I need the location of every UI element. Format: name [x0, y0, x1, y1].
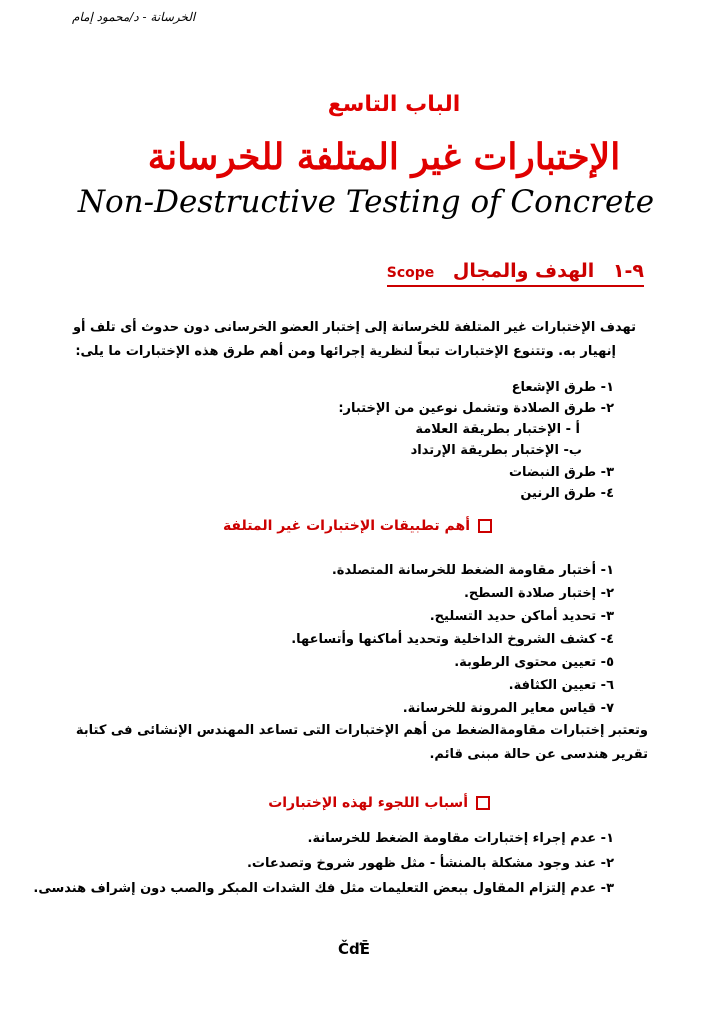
- reasons-heading-text: أسباب اللجوء لهذه الإختبارات: [268, 795, 468, 811]
- method-item: ٣- طرق النبضات: [508, 465, 614, 480]
- checkbox-bullet-icon: [476, 796, 490, 810]
- application-item: ٢- إختبار صلادة السطح.: [463, 586, 614, 601]
- section-title-arabic: الهدف والمجال: [452, 260, 595, 282]
- application-item: ٣- تحديد أماكن حديد التسليح.: [429, 609, 614, 624]
- applications-heading-text: أهم تطبيقات الإختبارات غير المتلفة: [222, 518, 470, 534]
- application-item: ٥- تعيين محتوى الرطوبة.: [454, 655, 614, 670]
- intro-line-1: تهدف الإختبارات غير المتلفة للخرسانة إلى إختبار العضو الخرسانى دون حدوث أى تلف أو: [72, 320, 636, 335]
- application-item: ٦- تعيين الكثافة.: [508, 678, 614, 693]
- method-item: ٤- طرق الرنين: [520, 486, 614, 501]
- running-header: الخرسانة - د/محمود إمام: [72, 10, 196, 24]
- applications-note-line-1: وتعتبر إختبارات مقاومةالضغط من أهم الإختبارات التى تساعد المهندس الإنشائى فى كتابة: [75, 723, 648, 738]
- checkbox-bullet-icon: [478, 519, 492, 533]
- chapter-label-text: الباب التاسع: [327, 92, 461, 117]
- method-item: ٢- طرق الصلادة وتشمل نوعين من الإختبار:: [338, 401, 614, 416]
- section-number: ٩-١: [612, 260, 644, 282]
- chapter-title-arabic: [0, 136, 728, 178]
- application-item: ٧- قياس معاير المرونة للخرسانة.: [402, 701, 614, 716]
- section-heading: [387, 260, 644, 287]
- reasons-heading: [268, 795, 490, 811]
- section-title-english: Scope: [386, 265, 435, 281]
- chapter-label: [0, 92, 728, 117]
- reason-item: ٢- عند وجود مشكلة بالمنشأ - مثل ظهور شروخ وتصدعات.: [246, 856, 614, 871]
- chapter-title-english: [0, 184, 728, 220]
- applications-note-line-2: تقرير هندسى عن حالة مبنى قائم.: [429, 747, 648, 762]
- method-item: ١- طرق الإشعاع: [511, 380, 614, 395]
- method-subitem: ب- الإختبار بطريقة الإرتداد: [410, 443, 582, 458]
- intro-line-2: إنهيار به. وتتنوع الإختبارات تبعاً لنظرية إجرائها ومن أهم طرق هذه الإختبارات ما يلى:: [75, 344, 616, 359]
- page-number-text: ČďĒ: [338, 940, 370, 958]
- reason-item: ٣- عدم إلتزام المقاول ببعض التعليمات مثل فك الشدات المبكر والصب دون إشراف هندسى.: [33, 881, 614, 896]
- method-subitem: أ - الإختبار بطريقة العلامة: [415, 422, 580, 437]
- reason-item: ١- عدم إجراء إختبارات مقاومة الضغط للخرسانة.: [307, 831, 614, 846]
- application-item: ١- أختبار مقاومة الضغط للخرسانة المتصلدة.: [331, 563, 614, 578]
- application-item: ٤- كشف الشروخ الداخلية وتحديد أماكنها وأتساعها.: [291, 632, 614, 647]
- chapter-title-arabic-text: الإختبارات غير المتلفة للخرسانة: [147, 136, 621, 178]
- chapter-title-english-text: Non-Destructive Testing of Concrete: [77, 184, 655, 220]
- applications-heading: [223, 518, 492, 534]
- page-number: [0, 940, 728, 958]
